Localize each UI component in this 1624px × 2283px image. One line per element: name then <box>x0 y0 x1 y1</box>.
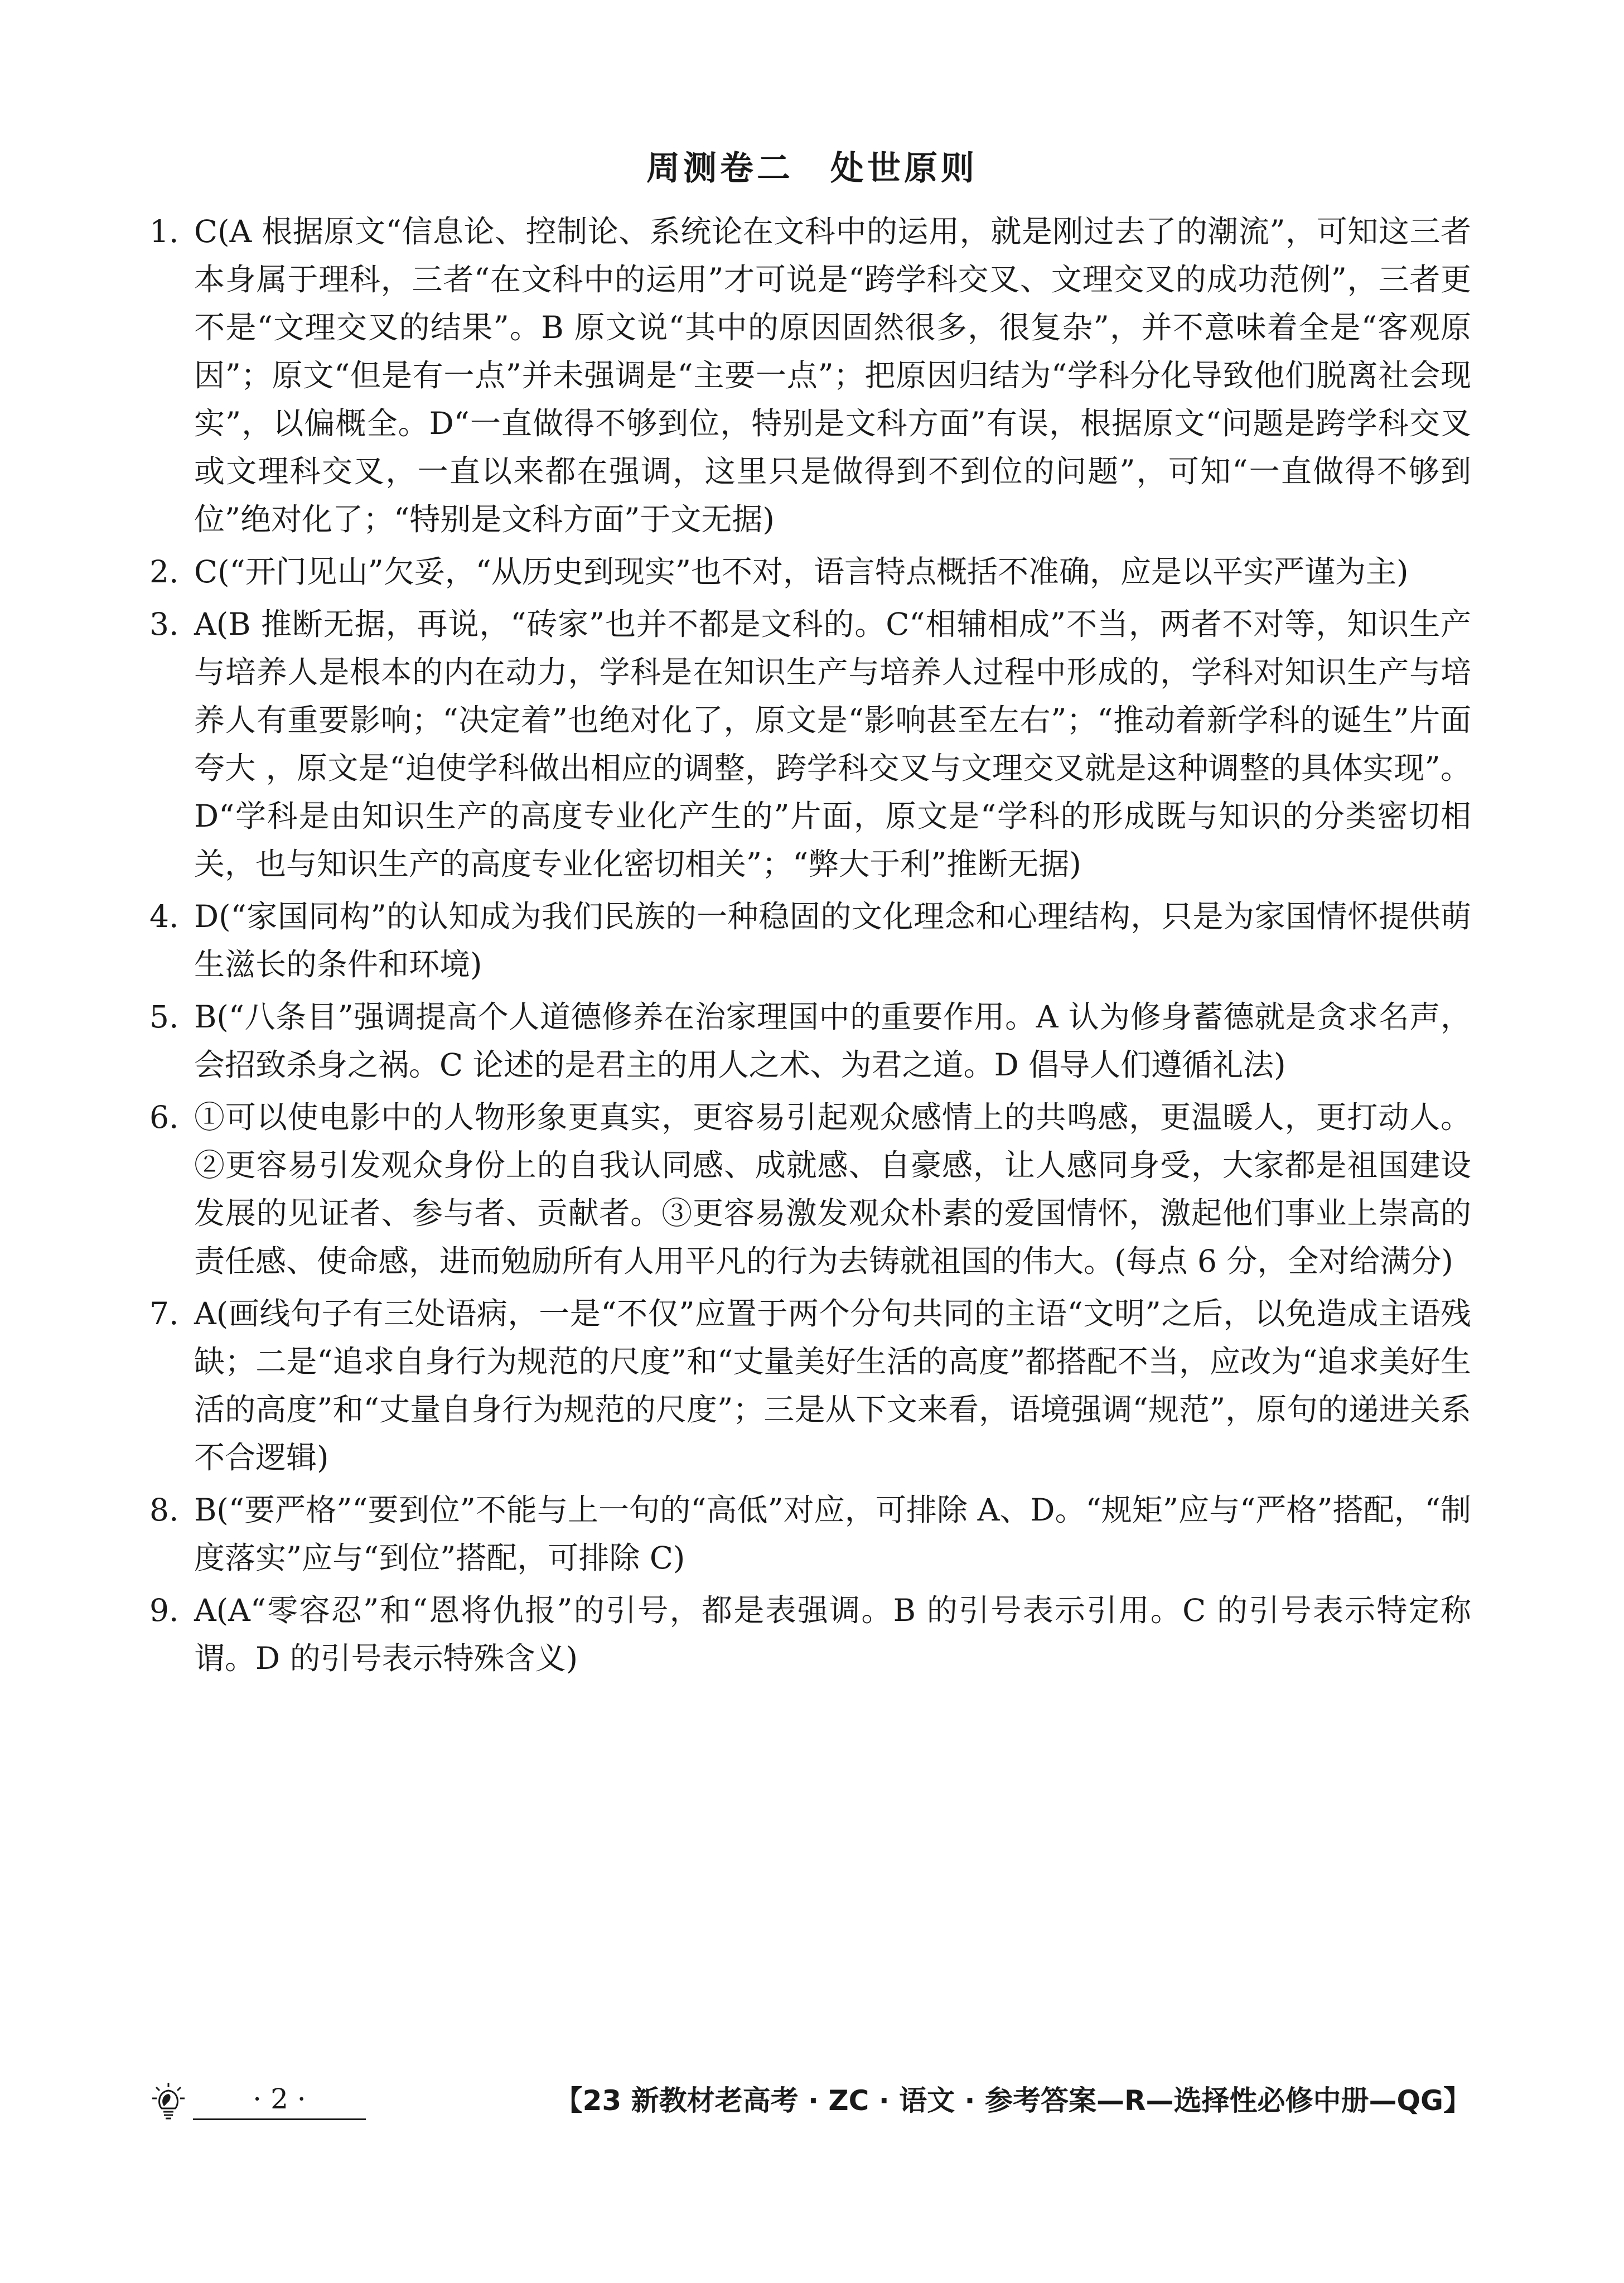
series-label: 【23 新教材老高考 · ZC · 语文 · 参考答案—R—选择性必修中册—QG】 <box>554 2084 1471 2117</box>
answer-text: B(“要严格”“要到位”不能与上一句的“高低”对应，可排除 A、D。“规矩”应与“严格”搭配，“制度落实”应与“到位”搭配，可排除 C) <box>194 1492 1471 1576</box>
answer-item-5 <box>149 993 1471 1089</box>
answer-item-9 <box>149 1586 1471 1682</box>
answer-item-2 <box>149 548 1471 596</box>
answer-text: C(“开门见山”欠妥，“从历史到现实”也不对，语言特点概括不准确，应是以平实严谨为主) <box>194 554 1409 590</box>
answer-list <box>149 207 1471 1687</box>
answer-item-6 <box>149 1093 1471 1285</box>
page-number: · 2 · <box>193 2079 366 2120</box>
answer-text: A(B 推断无据，再说，“砖家”也并不都是文科的。C“相辅相成”不当，两者不对等，知识生产与培养人是根本的内在动力，学科是在知识生产与培养人过程中形成的，学科对知识生产与培养人有重要影响；“决定着”也绝对化了，原文是“影响甚至左右”；“推动着新学科的诞生”片面夸大 ，原文是“迫使学科做出相应的调整，跨学科交叉与文理交叉就是这种调整的具体实现”。D“学科是由知识生产的高度专业化产生的”片面，原文是“学科的形成既与知识的分类密切相关，也与知识生产的高度专业化密切相关”；“弊大于利”推断无据) <box>194 606 1471 882</box>
answer-number: 2. <box>149 554 179 590</box>
page-title: 周测卷二 处世原则 <box>646 149 978 188</box>
lightbulb-logo-icon <box>152 2082 185 2122</box>
answer-number: 4. <box>149 899 179 934</box>
answer-number: 9. <box>149 1592 179 1628</box>
answer-number: 8. <box>149 1492 179 1528</box>
answer-number: 5. <box>149 999 179 1035</box>
answer-text: B(“八条目”强调提高个人道德修养在治家理国中的重要作用。A 认为修身蓄德就是贪求名声，会招致杀身之祸。C 论述的是君主的用人之术、为君之道。D 倡导人们遵循礼法) <box>194 999 1471 1083</box>
answer-item-7 <box>149 1290 1471 1481</box>
answer-number: 3. <box>149 606 179 642</box>
answer-text: A(A“零容忍”和“恩将仇报”的引号，都是表强调。B 的引号表示引用。C 的引号表示特定称谓。D 的引号表示特殊含义) <box>194 1592 1471 1676</box>
answer-text: D(“家国同构”的认知成为我们民族的一种稳固的文化理念和心理结构，只是为家国情怀提供萌生滋长的条件和环境) <box>194 899 1471 982</box>
answer-item-4 <box>149 892 1471 988</box>
answer-text: C(A 根据原文“信息论、控制论、系统论在文科中的运用，就是刚过去了的潮流”，可知这三者本身属于理科，三者“在文科中的运用”才可说是“跨学科交叉、文理交叉的成功范例”，三者更不是“文理交叉的结果”。B 原文说“其中的原因固然很多，很复杂”，并不意味着全是“客观原因”；原文“但是有一点”并未强调是“主要一点”；把原因归结为“学科分化导致他们脱离社会现实”，以偏概全。D“一直做得不够到位，特别是文科方面”有误，根据原文“问题是跨学科交叉或文理科交叉，一直以来都在强调，这里只是做得到不到位的问题”，可知“一直做得不够到位”绝对化了；“特别是文科方面”于文无据) <box>194 214 1471 537</box>
answer-number: 7. <box>149 1296 179 1331</box>
answer-item-3 <box>149 600 1471 888</box>
answer-number: 1. <box>149 214 179 249</box>
answer-text: A(画线句子有三处语病，一是“不仅”应置于两个分句共同的主语“文明”之后，以免造成主语残缺；二是“追求自身行为规范的尺度”和“丈量美好生活的高度”都搭配不当，应改为“追求美好生活的高度”和“丈量自身行为规范的尺度”；三是从下文来看，语境强调“规范”，原句的递进关系不合逻辑) <box>194 1296 1471 1475</box>
answer-text: ①可以使电影中的人物形象更真实，更容易引起观众感情上的共鸣感，更温暖人，更打动人。②更容易引发观众身份上的自我认同感、成就感、自豪感，让人感同身受，大家都是祖国建设发展的见证者、参与者、贡献者。③更容易激发观众朴素的爱国情怀，激起他们事业上崇高的责任感、使命感，进而勉励所有人用平凡的行为去铸就祖国的伟大。(每点 6 分，全对给满分) <box>194 1099 1471 1279</box>
answer-item-1 <box>149 207 1471 543</box>
answer-number: 6. <box>149 1099 179 1135</box>
answer-item-8 <box>149 1486 1471 1582</box>
